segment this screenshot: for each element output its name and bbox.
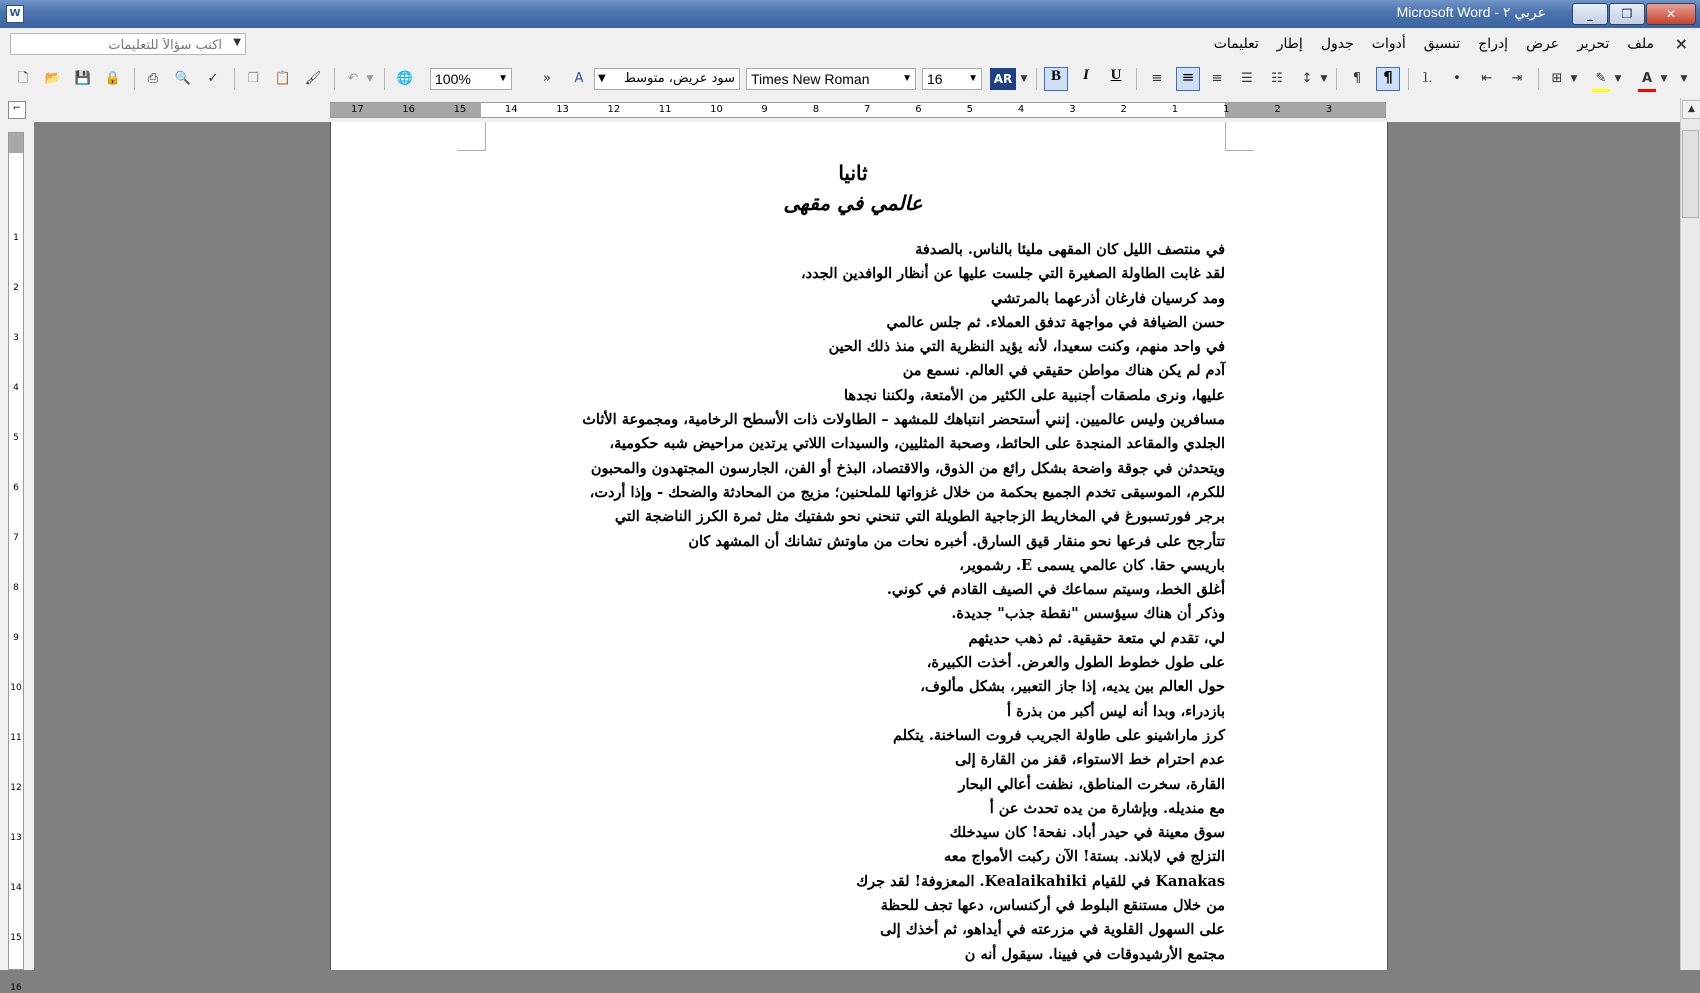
text-line: Kanakas في للقيام Kealaikahiki. المعزوفة! لقد جرك	[856, 872, 1225, 890]
decrease-indent-icon[interactable]: ⇤	[1481, 71, 1493, 86]
toolbar-options-icon[interactable]: ▼	[1680, 74, 1688, 84]
rtl-paragraph-icon[interactable]: ¶	[1376, 67, 1400, 91]
text-line: كرز ماراشينو على طاولة الجريب فروت الساخنة. يتكلم	[892, 726, 1225, 744]
toolbar-separator	[1408, 68, 1409, 90]
copy-icon[interactable]: ❐	[247, 71, 259, 86]
font-color-swatch	[1638, 89, 1656, 92]
zoom-select[interactable]	[430, 68, 512, 90]
vertical-ruler-number: 5	[13, 433, 19, 443]
ruler-number: 3	[1069, 104, 1076, 115]
numbering-icon[interactable]: ⒈	[1420, 71, 1434, 86]
chevron-down-icon[interactable]: ▼	[1020, 74, 1028, 84]
text-line: آدم لم يكن هناك مواطن حقيقي في العالم. نسمع من	[902, 362, 1225, 380]
toolbar-separator	[334, 68, 335, 90]
vertical-ruler-number: 11	[10, 733, 22, 743]
scrollbar-thumb[interactable]	[1682, 130, 1699, 218]
vertical-ruler-number: 14	[10, 883, 22, 893]
text-line: عدم احترام خط الاستواء، قفز من القارة إلى	[955, 751, 1225, 769]
ruler-number: 6	[915, 104, 922, 115]
bullets-icon[interactable]: •	[1453, 71, 1461, 86]
vertical-ruler-number: 1	[13, 233, 19, 243]
menu-insert[interactable]: إدراج	[1478, 36, 1509, 52]
text-line: لقد غابت الطاولة الصغيرة التي جلست عليها عن أنظار الوافدين الجدد،	[800, 265, 1225, 283]
font-color-icon[interactable]: A	[1641, 71, 1653, 86]
text-line: الجلدي والمقاعد المنجدة على الحائط، وصحبة المثليين، والسيدات اللاتي يرتدين مراحيض شبه حكومية،	[609, 435, 1225, 453]
text-line: مسافرين وليس عالميين. إنني أستحضر انتباهك للمشهد – الطاولات ذات الأسطح الرخامية، ومجموعة الأثاث	[582, 411, 1225, 429]
ruler-number: 1	[1223, 104, 1230, 115]
text-line: للكرم، الموسيقى تخدم الجميع بحكمة من خلال غزواتها للملحنين؛ مزيج من المحادثة والضحك - وإذا أردت،	[589, 483, 1225, 501]
vertical-ruler-margin	[9, 133, 23, 153]
distributed-icon[interactable]: ☷	[1271, 71, 1283, 86]
chevron-down-icon[interactable]: ▼	[1570, 74, 1578, 84]
text-line: التزلج في لابلاند. بستة! الآن ركبت الأمواج معه	[943, 848, 1225, 866]
align-center-icon[interactable]: ≡	[1176, 67, 1200, 91]
undo-dropdown-icon[interactable]: ▼	[366, 74, 374, 84]
ruler-number: 17	[351, 104, 364, 115]
vertical-ruler-number: 8	[13, 583, 19, 593]
document-body[interactable]	[481, 158, 1225, 967]
menu-edit[interactable]: تحرير	[1577, 36, 1610, 52]
text-line: ومد كرسيان فارغان أذرعهما بالمرتشي	[990, 289, 1225, 307]
toolbar-separator	[134, 68, 135, 90]
menu-window[interactable]: إطار	[1276, 36, 1303, 52]
window-title: عربي ٢ - Microsoft Word	[1396, 4, 1546, 20]
title-bar	[0, 0, 1700, 28]
ruler-number: 16	[402, 104, 416, 115]
bold-button[interactable]: B	[1044, 67, 1068, 91]
crop-mark-top-right	[1225, 122, 1254, 151]
toolbar	[0, 62, 1700, 99]
menu-file[interactable]: ملف	[1627, 36, 1654, 52]
menu-bar	[0, 28, 1700, 63]
menu-view[interactable]: عرض	[1526, 36, 1560, 52]
ruler-number: 14	[504, 104, 518, 115]
text-line: باريسي حقا. كان عالمي يسمى E. رشموير،	[959, 556, 1225, 574]
ruler-number: 1	[1171, 104, 1179, 115]
style-value: سود عريض، متوسط	[623, 71, 735, 86]
ruler-number: 2	[1274, 104, 1281, 115]
vertical-ruler-number: 12	[10, 783, 22, 793]
text-line: سوق معينة في حيدر أباد. نفحة! كان سيدخلك	[949, 824, 1225, 842]
chevron-down-icon: ▼	[498, 73, 508, 84]
text-line: أغلق الخط، وسيتم سماعك في الصيف القادم في كوني.	[886, 581, 1225, 599]
increase-indent-icon[interactable]: ⇥	[1511, 71, 1523, 86]
tab-selector-icon[interactable]: ⌐	[8, 101, 26, 119]
new-document-icon[interactable]: 🗋	[17, 71, 29, 86]
ruler-number: 4	[1017, 104, 1025, 115]
vertical-ruler-number: 7	[13, 533, 19, 543]
toolbar-separator	[1036, 68, 1037, 90]
document-text	[481, 238, 1225, 967]
permission-icon[interactable]: 🔒	[104, 71, 122, 86]
toolbar-separator	[384, 68, 385, 90]
open-folder-icon[interactable]: 📂	[44, 71, 62, 86]
restore-button[interactable]: ❐	[1609, 3, 1645, 25]
text-line: من خلال مستنقع البلوط في أركنساس، دعها تجف للحظة	[880, 897, 1225, 915]
font-value: Times New Roman	[751, 71, 870, 87]
save-icon[interactable]: 💾	[74, 71, 92, 86]
text-line: لي، تقدم لي متعة حقيقية. ثم ذهب حديثهم	[968, 629, 1225, 647]
paste-icon[interactable]: 📋	[274, 71, 292, 86]
help-search-input[interactable]	[15, 36, 224, 56]
print-icon[interactable]: ⎙	[147, 71, 159, 86]
justify-icon[interactable]: ☰	[1241, 71, 1253, 86]
vertical-ruler-number: 3	[13, 333, 19, 343]
underline-button[interactable]: U	[1110, 67, 1122, 83]
chevron-down-icon[interactable]: ▼	[233, 37, 241, 48]
text-line: في واحد منهم، وكنت سعيدا، لأنه يؤيد النظرية التي منذ ذلك الحين	[828, 338, 1225, 356]
zoom-value: 100%	[435, 71, 471, 87]
text-line: مع منديله. وبإشارة من يده تحدث عن أ	[989, 799, 1225, 817]
vertical-ruler-number: 9	[13, 633, 19, 643]
font-size-select[interactable]	[922, 68, 982, 90]
vertical-ruler-number: 15	[10, 933, 22, 943]
font-size-value: 16	[927, 71, 943, 87]
undo-icon[interactable]: ↶	[347, 71, 359, 86]
toolbar-separator	[234, 68, 235, 90]
ltr-paragraph-icon[interactable]: ¶	[1352, 71, 1362, 86]
toolbar-separator	[1136, 68, 1137, 90]
vertical-ruler-number: 13	[10, 833, 22, 843]
close-button[interactable]: ✕	[1646, 3, 1696, 25]
horizontal-ruler[interactable]	[330, 102, 1386, 118]
menu-help[interactable]: تعليمات	[1213, 36, 1259, 52]
minimize-button[interactable]: _	[1572, 3, 1608, 25]
vertical-ruler-number: 4	[13, 383, 19, 393]
text-line: وذكر أن هناك سيؤسس "نقطة جذب" جديدة.	[951, 605, 1225, 623]
more-buttons-icon[interactable]: »	[543, 71, 551, 86]
document-heading: ثانيا	[838, 161, 868, 185]
align-right-icon[interactable]: ≡	[1211, 71, 1223, 86]
text-line: على طول خطوط الطول والعرض. أخذت الكبيرة،	[926, 654, 1225, 672]
vertical-ruler-number: 2	[13, 283, 19, 293]
ruler-number: 13	[556, 104, 569, 115]
font-select[interactable]	[746, 68, 916, 90]
chevron-down-icon[interactable]: ▼	[1320, 74, 1328, 84]
ruler-number: 7	[864, 104, 871, 115]
ruler-bar	[0, 98, 1700, 122]
italic-button[interactable]: I	[1083, 67, 1089, 83]
chevron-down-icon[interactable]: ▼	[1614, 74, 1622, 84]
styles-icon[interactable]: A	[574, 71, 584, 86]
text-line: القارة، سخرت المناطق، نظفت أعالي البحار	[958, 775, 1225, 793]
menu-table[interactable]: جدول	[1320, 36, 1354, 52]
line-spacing-icon[interactable]: ↕	[1301, 71, 1313, 86]
ruler-number: 5	[966, 104, 973, 115]
menu-items	[1214, 36, 1654, 52]
scroll-up-icon[interactable]: ▲	[1682, 100, 1700, 119]
ruler-number: 8	[812, 104, 820, 115]
toolbar-separator	[1336, 68, 1337, 90]
format-painter-icon[interactable]: 🖌	[304, 71, 322, 86]
text-line: تتأرجح على فرعها نحو منقار قيق السارق. أخبره نحات من ماوتش تشانك أن المشهد كان	[688, 532, 1225, 550]
vertical-ruler-number: 6	[13, 483, 19, 493]
text-line: حول العالم بين يديه، إذا جاز التعبير، بشكل مألوف،	[920, 678, 1225, 696]
vertical-ruler[interactable]	[8, 132, 24, 993]
chevron-down-icon[interactable]: ▼	[1660, 74, 1668, 84]
text-line: على السهول القلوية في مزرعته في أيداهو، ثم أخذك إلى	[880, 921, 1225, 939]
vertical-ruler-number: 16	[10, 983, 22, 993]
text-line: بازدراء، وبدا أنه ليس أكبر من بذرة أ	[1007, 702, 1225, 720]
ruler-number: 11	[658, 104, 672, 115]
document-page[interactable]	[330, 122, 1388, 970]
chevron-down-icon: ▼	[902, 73, 912, 84]
crop-mark-top-left	[457, 122, 486, 151]
menu-format[interactable]: تنسيق	[1423, 36, 1461, 52]
ruler-margin-right	[1225, 103, 1385, 117]
word-app-icon[interactable]: W	[6, 5, 24, 23]
text-line: عليها، ونرى ملصقات أجنبية على الكثير من الأمتعة، ولكننا نجدها	[844, 386, 1225, 404]
text-line: ويتحدثن في جوقة واضحة بشكل رائع من الذوق، والاقتصاد، البذخ أو الفن، الجارسون المجتهدون والمحبون	[590, 459, 1225, 477]
chevron-down-icon: ▼	[968, 73, 978, 84]
text-line: في منتصف الليل كان المقهى مليئا بالناس. بالصدفة	[915, 241, 1225, 258]
vertical-scrollbar[interactable]	[1680, 98, 1700, 970]
text-direction-ar-button[interactable]: AR	[990, 68, 1016, 90]
highlight-icon[interactable]: ✎	[1595, 71, 1607, 86]
close-document-icon[interactable]: ×	[1674, 34, 1688, 53]
ruler-number: 3	[1325, 104, 1333, 115]
help-search-box[interactable]	[10, 33, 246, 55]
menu-tools[interactable]: أدوات	[1371, 36, 1406, 52]
ruler-number: 12	[607, 104, 621, 115]
ruler-number: 9	[761, 104, 768, 115]
highlight-color-swatch	[1592, 89, 1610, 92]
ruler-number: 2	[1120, 104, 1127, 115]
vertical-ruler-number: 10	[10, 683, 22, 693]
text-line: مجتمع الأرشيدوقات في فيينا. سيقول أنه ن	[964, 945, 1225, 963]
web-globe-icon[interactable]: 🌐	[396, 71, 414, 86]
print-preview-icon[interactable]: 🔍	[174, 71, 192, 86]
borders-icon[interactable]: ⊞	[1551, 71, 1563, 86]
style-select[interactable]	[594, 68, 740, 90]
document-subheading: عالمي في مقهى	[783, 191, 923, 215]
align-left-icon[interactable]: ≡	[1151, 71, 1163, 86]
text-line: برجر فورتسبورغ في المخاريط الزجاجية الطويلة التي تنحني نحو شفتيك مثل ثمرة الكرز الناضجة التي	[614, 508, 1225, 526]
chevron-down-icon: ▼	[598, 73, 606, 84]
text-line: حسن الضيافة في مواجهة تدفق العملاء. ثم جلس عالمي	[886, 313, 1225, 331]
ruler-number: 15	[453, 104, 467, 115]
ruler-number: 10	[710, 104, 723, 115]
spelling-icon[interactable]: ✓	[207, 71, 219, 86]
toolbar-separator	[1538, 68, 1539, 90]
